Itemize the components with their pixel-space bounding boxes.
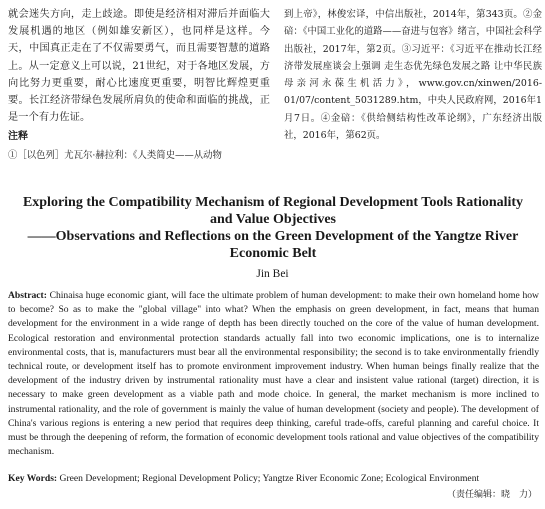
author-name: Jin Bei [256,268,289,280]
title-line-2: and Value Objectives [209,212,336,227]
chinese-text-section [8,6,540,174]
abstract-label: Abstract: [8,290,47,301]
english-title [14,194,532,262]
reference-text: 到上帝》，林俊宏译，中信出版社，2014年，第343页。②金碚：《中国工业化的道路——奋进与包容》绪言，中国社会科学出版社，2017年，第2页。③习近平：《习近平在推动长江经济带发展座谈会上强调 走生态优先绿色发展之路 让中华民族母亲河永葆生机活力》，www.gov.cn/xinwen/2016-01/07/content_5031289.htm，中央人民政府网，2016年1月7日。④金碚：《供给侧结构性改革论纲》，广东经济出版社，2016年，第62页。 [284,9,542,142]
paragraph-text: 就会迷失方向，走上歧途。即使是经济相对滞后并面临大发展机遇的地区（例如雄安新区），也同样是这样。今天，中国真正走在了不仅需要勇气，而且需要智慧的道路上。从一定意义上可以说，21世纪，对于各地区发展，方向比努力更重要，耐心比速度更重要，明智比辉煌更重要。长江经济带绿色发展所肩负的使命和面临的挑战，正是一个有力佐证。 [8,9,270,124]
right-column [284,6,542,144]
keywords-text: Green Development; Regional Development Policy; Yangtze River Economic Zone; Ecological Environment [57,473,480,484]
left-column [8,6,270,164]
note-1: ①［以色列］尤瓦尔·赫拉利：《人类简史——从动物 [8,150,222,162]
keywords-label: Key Words: [8,473,58,484]
body-paragraph [8,6,270,126]
abstract [8,289,539,459]
abstract-text: Chinaisa huge economic giant, will face the ultimate problem of human development: to make their own homeland home how to become? So as to make the "global village" into what? When the emphasis on green development, in fact, means that human development for the environment in a wide range of depth has been directly touched on the core of the value of human development. Ecological restoration and environmental protection standards actually fall into two economic implications, one is to internalize environmental costs, that is, manufacturers must bear all the environmental responsibility; the second is to take environmentally friendly technical route, or development itself has to promote environment improvement industry. When human beings finally realize that the development of the industry driven by instrumental rationality must have a clear and insistent value rational (target) direction, it is necessary to make green development as a viable path and mode choice. In general, the market mechanism is more inclined to instrumental rationality, and the role of government is mainly the value of human development (society and people). The development of China's various regions is entering a new period that requires deep thinking, careful trade-offs, careful planning and careful choice. It must be through the deepening of reform, the formation of economic development tools rational and value objectives of the compatibility mechanism. [8,290,539,458]
notes-heading: 注释 [8,131,28,143]
title-line-3: ——Observations and Reflections on the Green Development of the Yangtze River [27,229,519,244]
keywords [8,473,539,485]
references-block [284,6,542,144]
title-line-4: Economic Belt [229,246,317,261]
title-line-1: Exploring the Compatibility Mechanism of Regional Development Tools Rationality [22,195,524,210]
editor-credit: （责任编辑：晓 力） [446,490,537,500]
